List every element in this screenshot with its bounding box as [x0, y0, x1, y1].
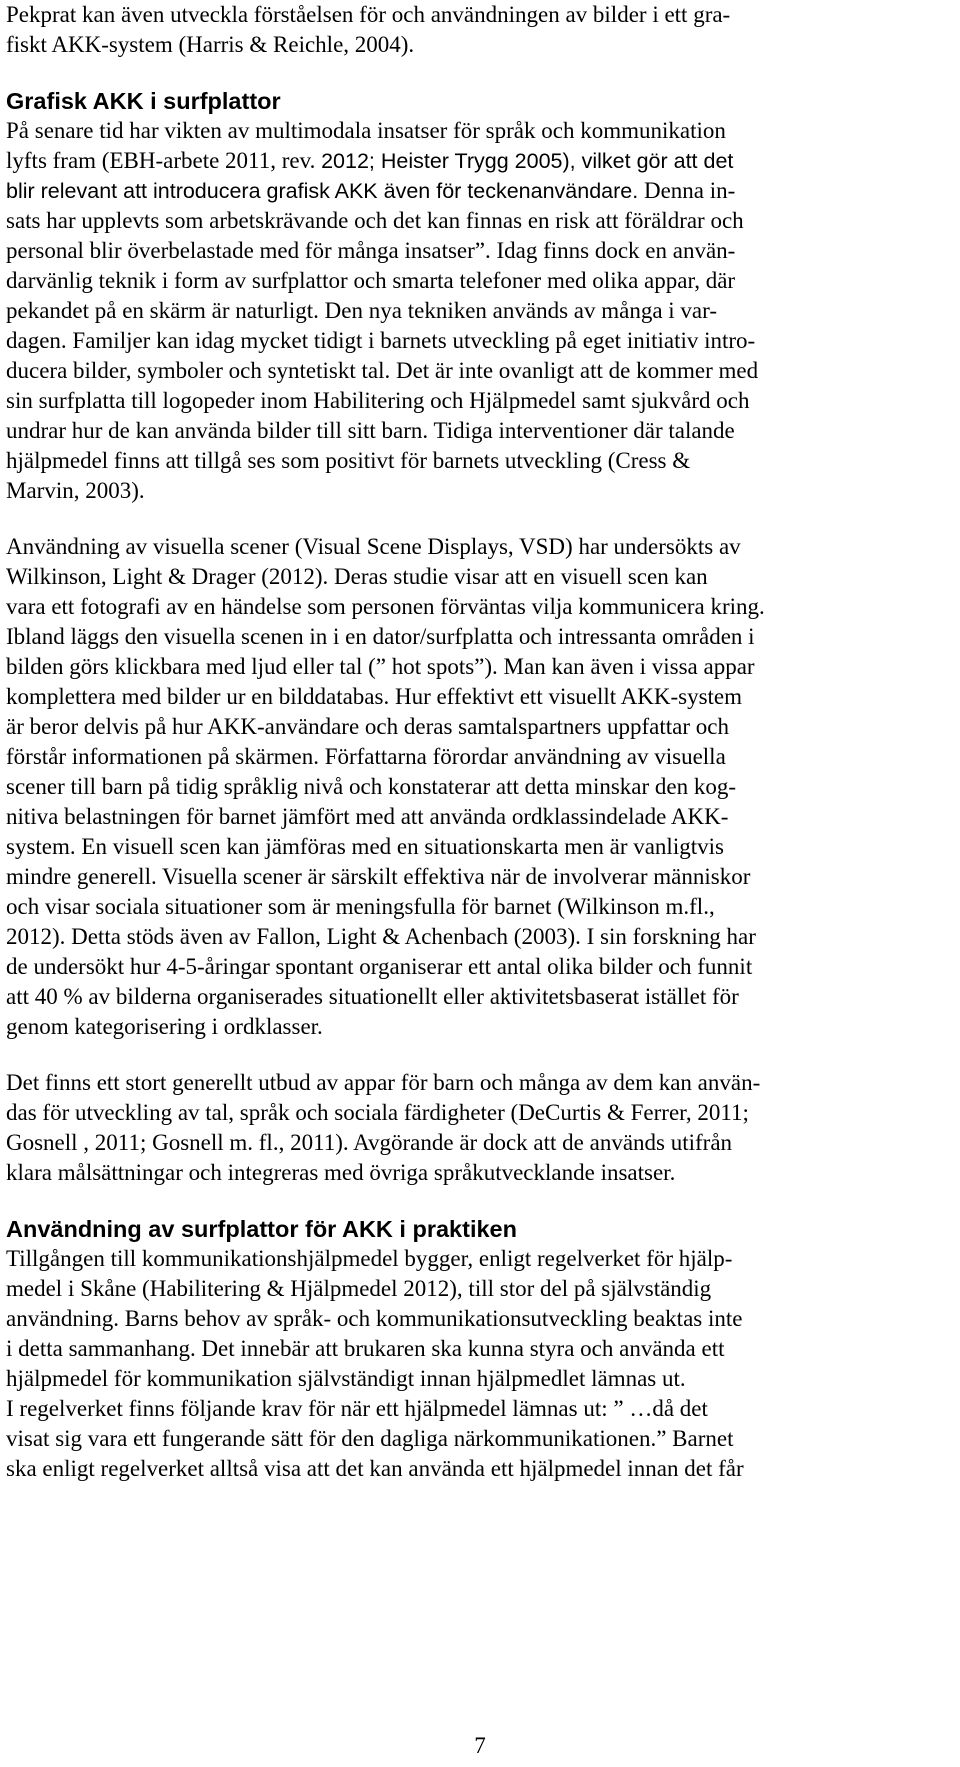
paragraph-spacer [6, 1188, 946, 1214]
text-line: medel i Skåne (Habilitering & Hjälpmedel 2012), till stor del på självständig [6, 1276, 712, 1301]
text-line: das för utveckling av tal, språk och sociala färdigheter (DeCurtis & Ferrer, 2011; [6, 1100, 749, 1125]
text-line: klara målsättningar och integreras med övriga språkutvecklande insatser. [6, 1160, 676, 1185]
paragraph-spacer [6, 60, 946, 86]
text-line: På senare tid har vikten av multimodala insatser för språk och kommunikation [6, 118, 726, 143]
text-line-mixed [6, 146, 946, 176]
text-line: att 40 % av bilderna organiserades situationellt eller aktivitetsbaserat istället för [6, 984, 739, 1009]
text-line: sats har upplevts som arbetskrävande och det kan finnas en risk att föräldrar och [6, 208, 744, 233]
text-line: de undersökt hur 4-5-åringar spontant organiserar ett antal olika bilder och funnit [6, 954, 753, 979]
text-line: system. En visuell scen kan jämföras med en situationskarta men är vanligtvis [6, 834, 724, 859]
text-line: Användning av visuella scener (Visual Scene Displays, VSD) har undersökts av [6, 534, 741, 559]
text-line: Wilkinson, Light & Drager (2012). Deras studie visar att en visuell scen kan [6, 564, 708, 589]
section-heading-grafisk-akk: Grafisk AKK i surfplattor [6, 88, 281, 114]
text-run-sans: 2012; Heister Trygg 2005), vilket gör att det [321, 149, 734, 173]
text-line: är beror delvis på hur AKK-användare och deras samtalspartners uppfattar och [6, 714, 729, 739]
paragraph-1 [6, 116, 946, 506]
text-line: i detta sammanhang. Det innebär att brukaren ska kunna styra och använda ett [6, 1336, 725, 1361]
text-line: sin surfplatta till logopeder inom Habilitering och Hjälpmedel samt sjukvård och [6, 388, 750, 413]
section-heading-anvandning: Användning av surfplattor för AKK i praktiken [6, 1216, 517, 1242]
text-line: mindre generell. Visuella scener är särskilt effektiva när de involverar människor [6, 864, 751, 889]
text-line: 2012). Detta stöds även av Fallon, Light & Achenbach (2003). I sin forskning har [6, 924, 756, 949]
text-line: ska enligt regelverket alltså visa att det kan använda ett hjälpmedel innan det får [6, 1456, 744, 1481]
paragraph-intro [6, 0, 946, 60]
text-line: Ibland läggs den visuella scenen in i en dator/surfplatta och intressanta områden i [6, 624, 755, 649]
text-line: scener till barn på tidig språklig nivå och konstaterar att detta minskar den kog- [6, 774, 737, 799]
text-run-sans: blir relevant att introducera grafisk AKK även för teckenanvändare. [6, 179, 639, 203]
paragraph-spacer [6, 506, 946, 532]
text-line: användning. Barns behov av språk- och kommunikationsutveckling beaktas inte [6, 1306, 743, 1331]
text-line: nitiva belastningen för barnet jämfört med att använda ordklassindelade AKK- [6, 804, 729, 829]
paragraph-spacer [6, 1042, 946, 1068]
paragraph-4 [6, 1244, 946, 1484]
text-line: visat sig vara ett fungerande sätt för den dagliga närkommunikationen.” Barnet [6, 1426, 734, 1451]
text-line: bilden görs klickbara med ljud eller tal (” hot spots”). Man kan även i vissa appar [6, 654, 755, 679]
paragraph-2 [6, 532, 946, 1042]
text-line: personal blir överbelastade med för många insatser”. Idag finns dock en använ- [6, 238, 736, 263]
text-line: hjälpmedel finns att tillgå ses som positivt för barnets utveckling (Cress & [6, 448, 691, 473]
paragraph-3 [6, 1068, 946, 1188]
text-line: I regelverket finns följande krav för när ett hjälpmedel lämnas ut: ” …då det [6, 1396, 708, 1421]
text-line: hjälpmedel för kommunikation självständigt innan hjälpmedlet lämnas ut. [6, 1366, 686, 1391]
text-line: Tillgången till kommunikationshjälpmedel bygger, enligt regelverket för hjälp- [6, 1246, 733, 1271]
text-line: fiskt AKK-system (Harris & Reichle, 2004). [6, 32, 415, 57]
text-line: och visar sociala situationer som är meningsfulla för barnet (Wilkinson m.fl., [6, 894, 715, 919]
text-line: Det finns ett stort generellt utbud av appar för barn och många av dem kan använ- [6, 1070, 761, 1095]
text-run: Denna in- [638, 178, 736, 203]
text-line-mixed [6, 176, 946, 206]
page-number: 7 [474, 1733, 486, 1758]
text-line: Marvin, 2003). [6, 478, 145, 503]
text-line: undrar hur de kan använda bilder till sitt barn. Tidiga interventioner där talande [6, 418, 735, 443]
text-run: lyfts fram (EBH-arbete 2011, rev. [6, 148, 322, 173]
text-line: pekandet på en skärm är naturligt. Den nya tekniken används av många i var- [6, 298, 718, 323]
text-line: förstår informationen på skärmen. Författarna förordar användning av visuella [6, 744, 726, 769]
text-line: ducera bilder, symboler och syntetiskt tal. Det är inte ovanligt att de kommer med [6, 358, 759, 383]
text-line: Pekprat kan även utveckla förståelsen för och användningen av bilder i ett gra- [6, 2, 731, 27]
text-line: dagen. Familjer kan idag mycket tidigt i barnets utveckling på eget initiativ intro- [6, 328, 756, 353]
text-line: Gosnell , 2011; Gosnell m. fl., 2011). Avgörande är dock att de används utifrån [6, 1130, 733, 1155]
page-body [6, 0, 946, 1484]
text-line: vara ett fotografi av en händelse som personen förväntas vilja kommunicera kring. [6, 594, 765, 619]
text-line: komplettera med bilder ur en bilddatabas. Hur effektivt ett visuellt AKK-system [6, 684, 743, 709]
text-line: genom kategorisering i ordklasser. [6, 1014, 323, 1039]
text-line: darvänlig teknik i form av surfplattor och smarta telefoner med olika appar, där [6, 268, 736, 293]
